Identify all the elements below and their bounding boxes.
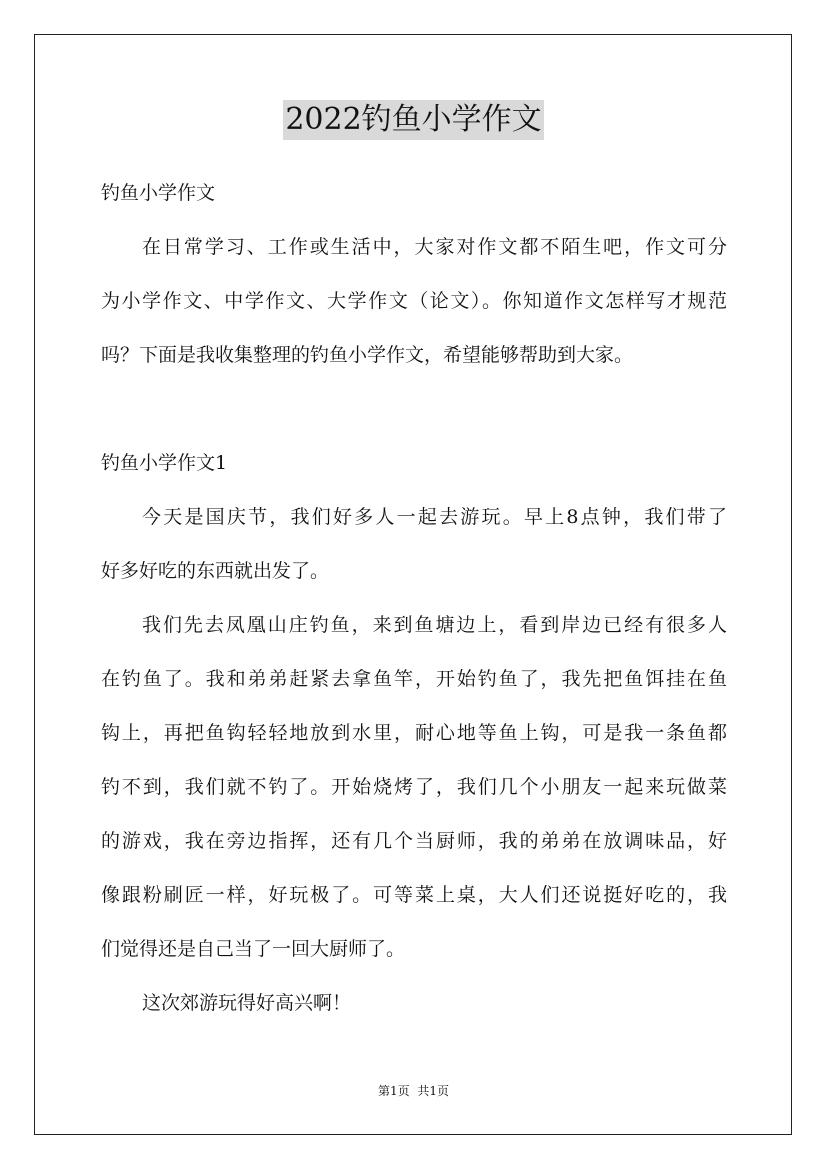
paragraph-line: 们觉得还是自己当了一回大厨师了。 [101, 938, 406, 960]
intro-line: 吗？下面是我收集整理的钓鱼小学作文，希望能够帮助到大家。 [101, 344, 634, 366]
page-footer [0, 1083, 827, 1099]
paragraph-line: 的游戏，我在旁边指挥，还有几个当厨师，我的弟弟在放调味品，好 [101, 830, 727, 852]
paragraph-line: 这次郊游玩得好高兴啊！ [142, 992, 352, 1014]
paragraph-line: 钓不到，我们就不钓了。开始烧烤了，我们几个小朋友一起来玩做菜 [101, 776, 727, 798]
paragraph-line: 钩上，再把鱼钩轻轻地放到水里，耐心地等鱼上钩，可是我一条鱼都 [101, 722, 727, 744]
paragraph-line: 在钓鱼了。我和弟弟赶紧去拿鱼竿，开始钓鱼了，我先把鱼饵挂在鱼 [101, 668, 727, 690]
section-heading: 钓鱼小学作文 [101, 182, 216, 204]
essay-heading: 钓鱼小学作文1 [101, 452, 228, 474]
intro-line: 为小学作文、中学作文、大学作文（论文）。你知道作文怎样写才规范 [101, 290, 727, 312]
intro-line: 在日常学习、工作或生活中，大家对作文都不陌生吧，作文可分 [142, 236, 727, 258]
page-total: 共1页 [417, 1084, 450, 1098]
paragraph-line: 我们先去凤凰山庄钓鱼，来到鱼塘边上，看到岸边已经有很多人 [142, 614, 727, 636]
paragraph-line: 好多好吃的东西就出发了。 [101, 560, 330, 582]
paragraph-line: 像跟粉刷匠一样，好玩极了。可等菜上桌，大人们还说挺好吃的，我 [101, 884, 727, 906]
document-title: 2022钓鱼小学作文 [283, 100, 543, 140]
paragraph-line: 今天是国庆节，我们好多人一起去游玩。早上8点钟，我们带了 [142, 506, 727, 528]
document-body [101, 175, 727, 1039]
title-container [0, 100, 827, 140]
paragraph-spacer [101, 391, 727, 445]
page-number: 第1页 [377, 1084, 410, 1098]
